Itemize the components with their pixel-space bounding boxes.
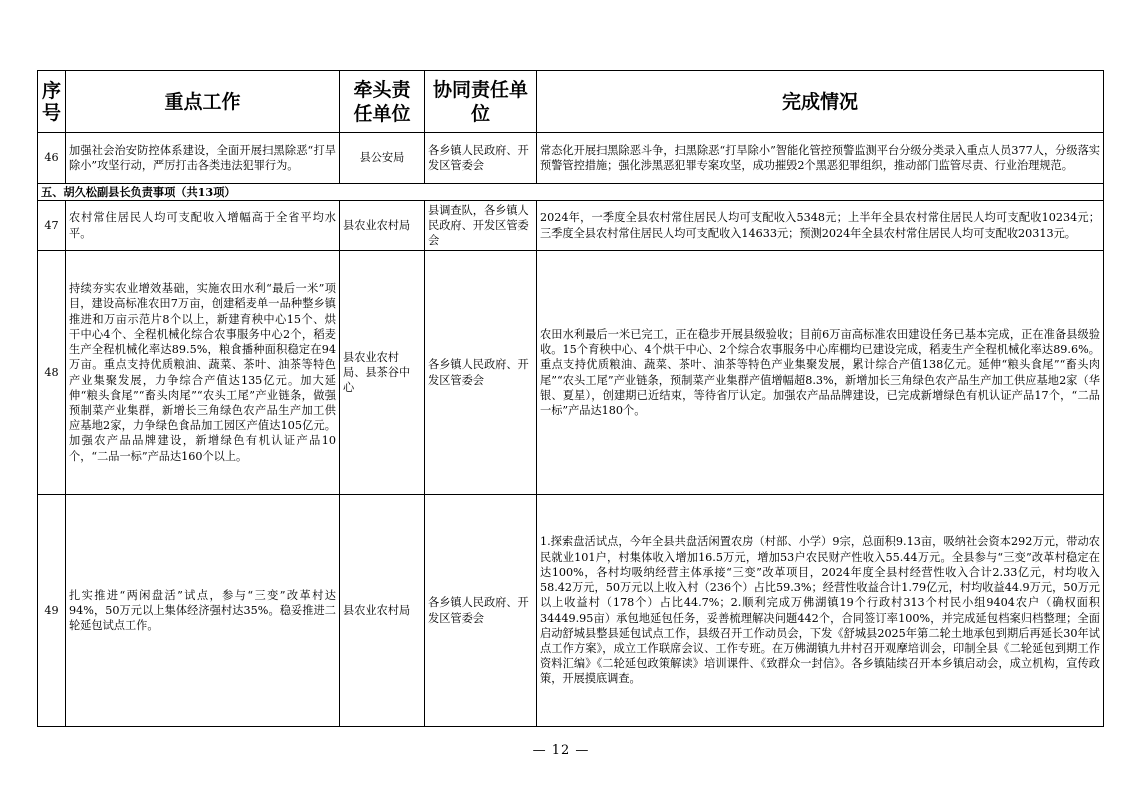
- work-progress-table: [37, 70, 1104, 727]
- row-cooperate: 县调查队，各乡镇人民政府、开发区管委会: [425, 201, 537, 251]
- row-no: 49: [38, 495, 66, 727]
- row-no: 47: [38, 201, 66, 251]
- table-row: [38, 251, 1104, 495]
- header-lead: 牵头责任单位: [340, 71, 425, 133]
- row-lead: 县农业农村局、县茶谷中心: [340, 251, 425, 495]
- row-status: 1.探索盘活试点，今年全县共盘活闲置农房（村部、小学）9宗，总面积9.13亩，吸纳社会资本292万元，带动农民就业101户，村集体收入增加16.5万元，增加53户农民财产性收入55.44万元。全县参与“三变”改革村稳定在达100%，各村均吸纳经营主体承接“三变”改革项目，2024年度全县村经营性收入合计2.33亿元，村均收入58.42万元，50万元以上收入村（236个）占比59.3%；经营性收益合计1.79亿元，村均收益44.9万元，50万元以上收益村（178个）占比44.7%；2.顺利完成万佛湖镇19个行政村313个村民小组9404农户（确权面积34449.95亩）承包地延包任务，妥善梳理解决问题442个，合同签订率100%，并完成延包档案归档整理；全面启动舒城县整县延包试点工作，县级召开工作动员会，下发《舒城县2025年第二轮土地承包到期后再延长30年试点工作方案》，成立工作联席会议、工作专班。在万佛湖镇九井村召开观摩培训会，印制全县《二轮延包到期工作资料汇编》《二轮延包政策解读》培训课件、《致群众一封信》。各乡镇陆续召开本乡镇启动会，成立机构，宣传政策，开展摸底调查。: [537, 495, 1104, 727]
- page-number: — 12 —: [532, 743, 590, 758]
- row-cooperate: 各乡镇人民政府、开发区管委会: [425, 251, 537, 495]
- row-task: 扎实推进“两闲盘活”试点，参与“三变”改革村达94%，50万元以上集体经济强村达35%。稳妥推进二轮延包试点工作。: [66, 495, 340, 727]
- row-lead: 县公安局: [340, 133, 425, 184]
- row-no: 48: [38, 251, 66, 495]
- header-task: 重点工作: [66, 71, 340, 133]
- section-row: [38, 184, 1104, 201]
- row-no: 46: [38, 133, 66, 184]
- table-row: [38, 495, 1104, 727]
- row-task: 持续夯实农业增效基础，实施农田水利“最后一米”项目，建设高标准农田7万亩，创建稻麦单一品种整乡镇推进和万亩示范片8个以上，新建育秧中心15个、烘干中心4个、全程机械化综合农事服务中心2个，稻麦生产全程机械化率达89.5%，粮食播种面积稳定在94万亩。重点支持优质粮油、蔬菜、茶叶、油茶等特色产业集聚发展，力争综合产值达135亿元。加大延伸“粮头食尾”“畜头肉尾”“农头工尾”产业链条，做强预制菜产业集群，新增长三角绿色农产品生产加工供应基地2家，力争绿色食品加工园区产值达105亿元。加强农产品品牌建设，新增绿色有机认证产品10个，“二品一标”产品达160个以上。: [66, 251, 340, 495]
- header-status: 完成情况: [537, 71, 1104, 133]
- table-row: [38, 201, 1104, 251]
- table-row: [38, 133, 1104, 184]
- row-lead: 县农业农村局: [340, 495, 425, 727]
- table-header-row: [38, 71, 1104, 133]
- row-cooperate: 各乡镇人民政府、开发区管委会: [425, 133, 537, 184]
- row-status: 常态化开展扫黑除恶斗争，扫黑除恶“打旱除小”智能化管控预警监测平台分级分类录入重点人员377人，分级落实预警管控措施；强化涉黑恶犯罪专案攻坚，成功摧毁2个黑恶犯罪组织，推动部门监管尽责、行业治理规范。: [537, 133, 1104, 184]
- row-task: 农村常住居民人均可支配收入增幅高于全省平均水平。: [66, 201, 340, 251]
- header-cooperate: 协同责任单位: [425, 71, 537, 133]
- row-task: 加强社会治安防控体系建设，全面开展扫黑除恶“打旱除小”攻坚行动，严厉打击各类违法犯罪行为。: [66, 133, 340, 184]
- header-no: 序号: [38, 71, 66, 133]
- row-lead: 县农业农村局: [340, 201, 425, 251]
- row-status: 2024年，一季度全县农村常住居民人均可支配收入5348元；上半年全县农村常住居民人均可支配收10234元；三季度全县农村常住居民人均可支配收入14633元；预测2024年全县农村常住居民人均可支配收20313元。: [537, 201, 1104, 251]
- section-title: 五、胡久松副县长负责事项（共13项）: [38, 184, 1104, 201]
- row-status: 农田水利最后一米已完工，正在稳步开展县级验收；目前6万亩高标准农田建设任务已基本完成，正在准备县级验收。15个育秧中心、4个烘干中心、2个综合农事服务中心库棚均已建设完成，稻麦生产全程机械化率达89.6%。重点支持优质粮油、蔬菜、茶叶、油茶等特色产业集聚发展，累计综合产值138亿元。延伸“粮头食尾”“畜头肉尾”“农头工尾”产业链条，预制菜产业集群产值增幅超8.3%，新增加长三角绿色农产品生产加工供应基地2家（华银、夏星），创建期已近结束，等待省厅认定。加强农产品品牌建设，已完成新增绿色有机认证产品17个，“二品一标”产品达180个。: [537, 251, 1104, 495]
- row-cooperate: 各乡镇人民政府、开发区管委会: [425, 495, 537, 727]
